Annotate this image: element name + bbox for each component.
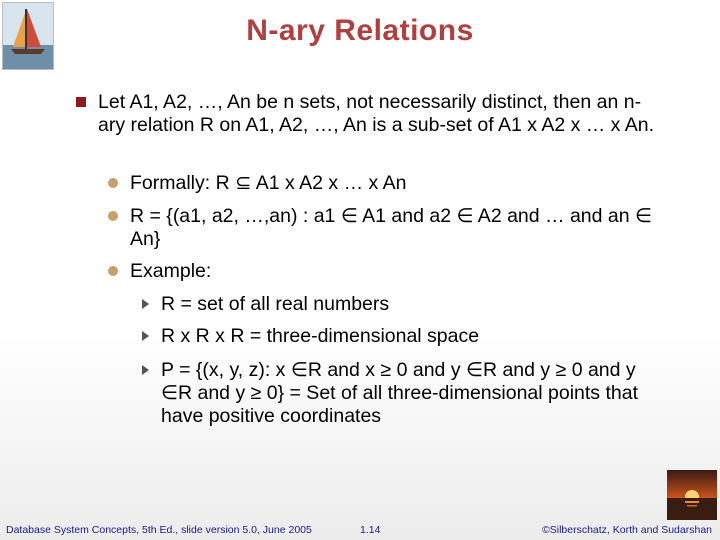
list-item xyxy=(130,172,670,195)
list-item xyxy=(130,260,670,283)
arrow-bullet-icon xyxy=(142,299,149,309)
bullet-text: P = {(x, y, z): x ∈R and x ≥ 0 and y ∈R and y ≥ 0 and y ∈R and y ≥ 0} = Set of all three-dimensional points that have positive coordinates xyxy=(161,359,638,427)
bullet-text: R x R x R = three-dimensional space xyxy=(161,325,480,347)
circle-bullet-icon xyxy=(108,178,118,188)
footer-copyright: ©Silberschatz, Korth and Sudarshan xyxy=(542,524,712,536)
list-item xyxy=(130,205,670,251)
list-item xyxy=(161,293,661,316)
list-item xyxy=(161,325,661,348)
sunset-image xyxy=(667,470,717,520)
square-bullet-icon xyxy=(76,97,86,107)
bullet-text: R = set of all real numbers xyxy=(161,293,390,315)
circle-bullet-icon xyxy=(108,266,118,276)
arrow-bullet-icon xyxy=(142,331,149,341)
circle-bullet-icon xyxy=(108,211,118,221)
list-item xyxy=(161,359,661,428)
footer-page-number: 1.14 xyxy=(360,524,381,536)
arrow-bullet-icon xyxy=(142,365,149,375)
footer-course: Database System Concepts, 5th Ed., slide version 5.0, June 2005 xyxy=(6,524,312,536)
bullet-text: Formally: R ⊆ A1 x A2 x … x An xyxy=(130,172,407,194)
bullet-text: Let A1, A2, …, An be n sets, not necessarily distinct, then an n-ary relation R on A1, A2, …, An is a sub-set of A1 x A2 x … x An. xyxy=(98,91,655,136)
bullet-text: R = {(a1, a2, …,an) : a1 ∈ A1 and a2 ∈ A2 and … and an ∈ An} xyxy=(130,205,652,250)
list-item xyxy=(98,91,668,137)
slide-title: N-ary Relations xyxy=(246,14,474,47)
bullet-text: Example: xyxy=(130,260,212,282)
